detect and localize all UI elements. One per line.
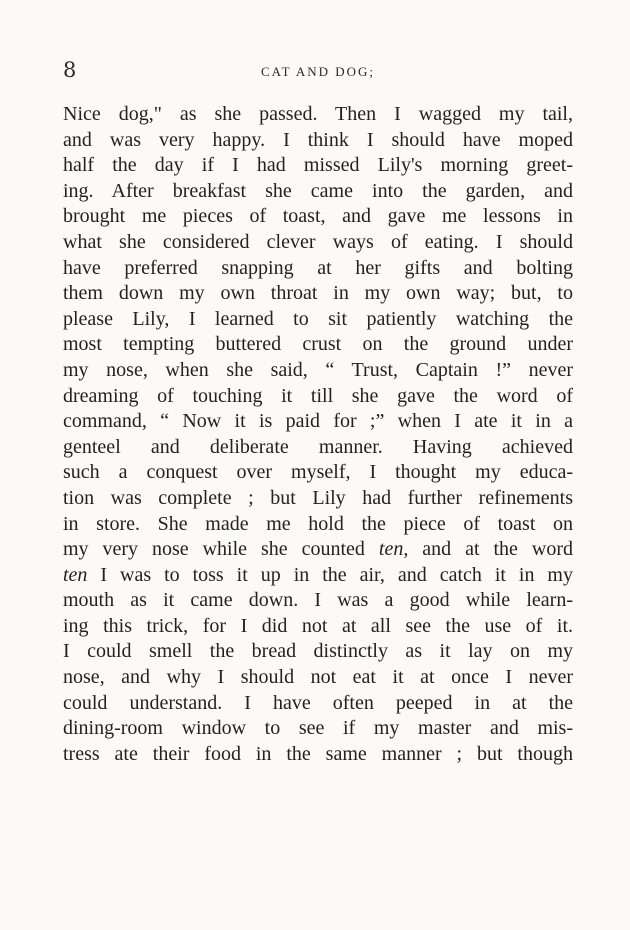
text-line: command, “ Now it is paid for ;” when I ate it in a — [63, 410, 573, 433]
running-title: CAT AND DOG; — [260, 64, 376, 79]
text-line: what she considered clever ways of eating. I should — [63, 230, 573, 253]
text-segment: my very nose while she counted — [63, 538, 379, 561]
italic-word: ten — [378, 538, 404, 561]
text-line: Nice dog," as she passed. Then I wagged my tail, — [63, 103, 573, 125]
text-segment: , and at the word — [403, 538, 573, 561]
text-line: and was very happy. I think I should have moped — [63, 128, 573, 151]
text-line: ing this trick, for I did not at all see the use of it. — [63, 614, 573, 637]
body-text — [63, 102, 573, 767]
text-line-with-italic — [63, 563, 573, 589]
text-line: nose, and why I should not eat it at once I never — [63, 666, 573, 689]
text-line: my nose, when she said, “ Trust, Captain !” never — [63, 358, 573, 381]
italic-word: ten — [63, 563, 88, 586]
text-line: have preferred snapping at her gifts and bolting — [63, 256, 573, 279]
text-line: tion was complete ; but Lily had further refinements — [63, 486, 573, 509]
text-line-with-italic — [63, 537, 573, 563]
text-line: half the day if I had missed Lily's morning greet- — [63, 154, 573, 177]
text-line: mouth as it came down. I was a good while learn- — [63, 589, 573, 612]
text-line: such a conquest over myself, I thought my educa- — [63, 461, 573, 484]
text-line: dreaming of touching it till she gave the word of — [63, 384, 573, 407]
text-line: tress ate their food in the same manner ; but though — [63, 742, 573, 765]
text-line: in store. She made me hold the piece of toast on — [63, 512, 573, 535]
text-line: them down my own throat in my own way; but, to — [63, 282, 573, 305]
text-segment: I was to toss it up in the air, and catch it in my — [87, 563, 573, 586]
text-line: could understand. I have often peeped in at the — [63, 691, 573, 714]
text-line: brought me pieces of toast, and gave me lessons in — [63, 205, 573, 228]
text-line: most tempting buttered crust on the ground under — [63, 333, 573, 356]
text-line: dining-room window to see if my master and mis- — [63, 717, 573, 740]
text-line: I could smell the bread distinctly as it lay on my — [63, 640, 573, 663]
page-number: 8 — [63, 58, 77, 82]
text-line: please Lily, I learned to sit patiently watching the — [63, 307, 573, 330]
text-line: ing. After breakfast she came into the garden, and — [63, 179, 573, 202]
page-header — [63, 58, 573, 86]
text-line: genteel and deliberate manner. Having achieved — [63, 435, 573, 458]
